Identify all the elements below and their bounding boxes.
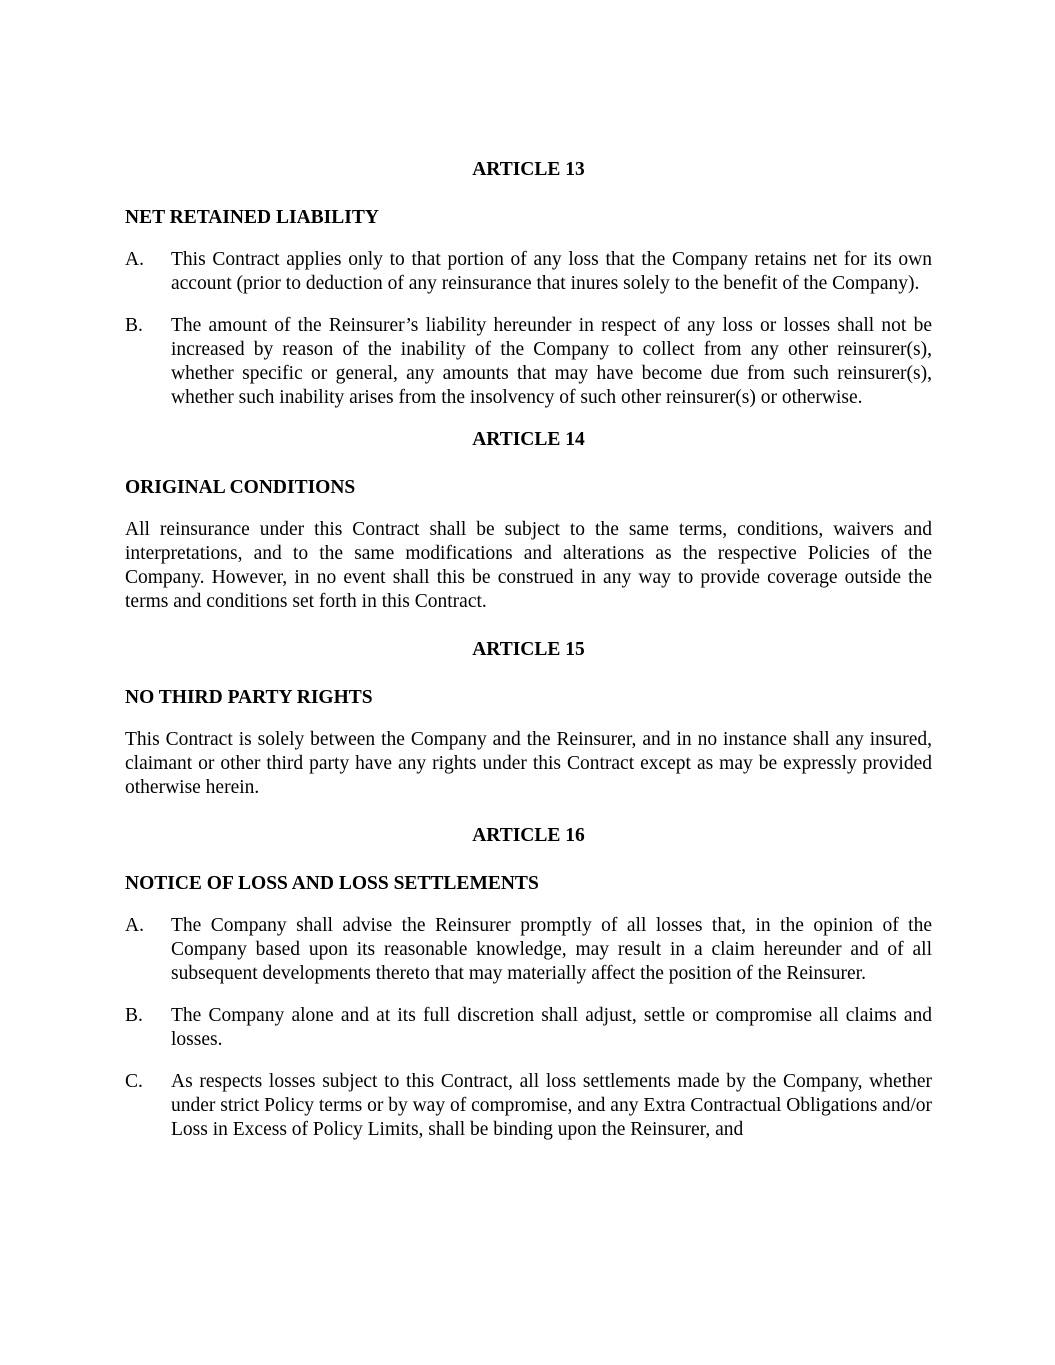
item-text: The Company shall advise the Reinsurer promptly of all losses that, in the opinion of the Company based upon its reasonable knowledge, may result in a claim hereunder and of all subsequent developments thereto that may materially affect the position of the Reinsurer. (171, 915, 932, 984)
item-label: B. (125, 315, 143, 336)
article-16-item-b (125, 1004, 932, 1052)
item-text: The Company alone and at its full discretion shall adjust, settle or compromise all claims and losses. (171, 1005, 932, 1050)
item-label: C. (125, 1071, 143, 1092)
item-label: B. (125, 1005, 143, 1026)
document-page (125, 158, 932, 1142)
article-16-title: NOTICE OF LOSS AND LOSS SETTLEMENTS (125, 873, 539, 894)
article-13-heading: ARTICLE 13 (472, 159, 585, 180)
item-text: This Contract applies only to that portion of any loss that the Company retains net for its own account (prior to deduction of any reinsurance that inures solely to the benefit of the Company). (171, 249, 932, 294)
article-13-item-b (125, 314, 932, 410)
item-label: A. (125, 915, 144, 936)
article-15-title: NO THIRD PARTY RIGHTS (125, 687, 373, 708)
article-15-heading: ARTICLE 15 (472, 639, 585, 660)
article-13-title: NET RETAINED LIABILITY (125, 207, 379, 228)
article-14-body: All reinsurance under this Contract shall be subject to the same terms, conditions, waivers and interpretations, and to the same modifications and alterations as the respective Policies of the Company. However, in no event shall this be construed in any way to provide coverage outside the terms and conditions set forth in this Contract. (125, 519, 932, 612)
article-14-heading: ARTICLE 14 (472, 429, 585, 450)
article-15-body: This Contract is solely between the Company and the Reinsurer, and in no instance shall any insured, claimant or other third party have any rights under this Contract except as may be expressly provided otherwise herein. (125, 729, 932, 798)
article-13-item-a (125, 248, 932, 296)
article-16-item-c (125, 1070, 932, 1142)
article-16-item-a (125, 914, 932, 986)
item-label: A. (125, 249, 144, 270)
article-16-heading: ARTICLE 16 (472, 825, 585, 846)
item-text: As respects losses subject to this Contract, all loss settlements made by the Company, whether under strict Policy terms or by way of compromise, and any Extra Contractual Obligations and/or Loss in Excess of Policy Limits, shall be binding upon the Reinsurer, and (171, 1071, 932, 1140)
article-14-title: ORIGINAL CONDITIONS (125, 477, 356, 498)
item-text: The amount of the Reinsurer’s liability hereunder in respect of any loss or losses shall not be increased by reason of the inability of the Company to collect from any other reinsurer(s), whether specific or general, any amounts that may have become due from such reinsurer(s), whether such inability arises from the insolvency of such other reinsurer(s) or otherwise. (171, 315, 932, 408)
